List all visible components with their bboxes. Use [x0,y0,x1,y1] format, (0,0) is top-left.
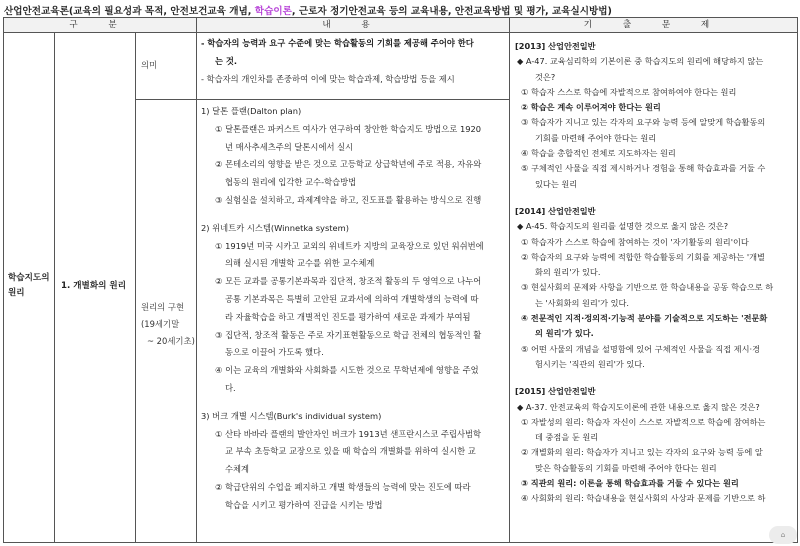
exam-option: ⑤ 구체적인 사물을 직접 제시하거나 경험을 통해 학습효과를 거둘 수 [521,163,766,174]
section-line: 수체계 [225,464,250,475]
exam-option: ③ 학습자가 지니고 있는 각자의 요구와 능력 등에 알맞게 학습활동의 [521,117,766,128]
section-line: 의해 실시된 개별학 교수를 위한 교수체계 [225,258,375,269]
section-title: 1) 달톤 플랜(Dalton plan) [201,106,302,116]
page-title [4,3,796,17]
exam-option: 있다는 원리 [535,178,578,189]
section-line: ② 모든 교과를 공통기본과목과 집단적, 창조적 활동의 두 영역으로 나누어 [215,276,482,287]
title-suffix: , 근로자 정기안전교육 등의 교육내용, 안전교육방법 및 평가, 교육실시방법) [291,6,612,17]
exam-option: ② 학습자의 요구와 능력에 적합한 학습활동의 기회를 제공하는 '개별 [521,251,765,262]
section-line: 교 부속 초등학교 교장으로 있을 때 학습의 개별화를 위하여 실시한 교 [225,446,476,457]
exam-option: ① 자발성의 원리: 학습자 자신이 스스로 자발적으로 학습에 참여하는 [521,416,766,427]
item-label: 1. 개별화의 원리 [61,281,127,291]
sub-meaning-label: 의미 [141,60,158,70]
exam-option: ② 개별화의 원리: 학습자가 지니고 있는 각자의 요구와 능력 등에 알 [521,447,763,458]
spacer [201,398,504,408]
exam-cell [510,33,798,543]
exam-option: ① 학습자가 스스로 학습에 참여하는 것이 '자기활동의 원리'이다 [521,236,749,247]
section-line: ④ 이는 교육의 개별화와 사회화를 시도한 것으로 무학년제에 영향을 주었 [215,365,479,376]
meaning-block [201,35,504,88]
exam-question: ◆ A-47. 교육심리학의 기본이론 중 학습지도의 원리에 해당하지 않는 [517,56,764,67]
area-cell [4,33,55,543]
meaning-line: - 학습자의 개인차를 존중하여 이에 맞는 학습과제, 학습방법 등을 제시 [201,73,455,84]
section-line: ③ 실험실을 설치하고, 과제계약을 하고, 진도표를 활용하는 방식으로 진행 [215,194,482,205]
section-line: 라 자율학습을 하고 개별적인 진도를 평가하여 새로운 과제가 부여됨 [225,311,471,322]
section-line: ② 학급단위의 수업을 폐지하고 개별 학생들의 능력에 맞는 진도에 따라 [215,481,471,492]
header-exam: 기 출 문 제 [510,18,798,33]
exam-option: 험시키는 '직관의 원리'가 있다. [535,358,645,369]
exam-year: [2013] 산업안전일반 [515,41,596,51]
spacer [201,210,504,220]
section-line: 다. [225,382,236,393]
row-divider [197,99,509,100]
corner-watermark: ⌂ [769,526,797,544]
exam-option: ③ 직관의 원리: 이론을 통해 학습효과를 거둘 수 있다는 원리 [521,478,739,489]
section-line: ② 몬테소리의 영향을 받은 것으로 고등학교 상급학년에 주로 적용, 자유와 [215,159,482,170]
section-line: 동으로 이끌어 가도록 했다. [225,347,324,358]
row-divider [136,99,196,100]
meaning-line: - 학습자의 능력과 요구 수준에 맞는 학습활동의 기회를 제공해 주어야 한다 [201,38,474,48]
exam-block [515,39,793,507]
exam-year: [2015] 산업안전일반 [515,386,596,397]
section-title: 2) 위네트카 시스템(Winnetka system) [201,222,349,233]
area-label: 학습지도의 원리 [8,273,50,298]
study-table [3,17,798,543]
section-line: 공통 기본과목은 특별히 고안된 교과서에 의하여 개별학생의 능력에 따 [225,293,479,304]
spacer [515,372,793,384]
title-highlight: 학습이론 [254,6,292,17]
content-cell [197,33,510,543]
exam-option: 화의 원리'가 있다. [535,267,601,278]
exam-option: ③ 현실사회의 문제와 사항을 기반으로 한 학습내용을 공동 학습으로 하 [521,282,774,293]
sub-impl-line: 원리의 구현 [141,302,185,312]
implementation-block [201,103,504,515]
exam-option: ④ 학습을 총합적인 전체로 지도하자는 원리 [521,148,676,159]
spacer [515,192,793,204]
exam-option: ⑤ 어떤 사물의 개념을 설명함에 있어 구체적인 사물을 직접 제시·경 [521,343,761,354]
section-line: ① 달톤플랜은 파커스트 여사가 연구하여 창안한 학습지도 방법으로 1920 [215,123,482,134]
sub-impl-label [141,299,195,350]
exam-option: 데 중점을 둔 원리 [535,432,599,443]
exam-year: [2014] 산업안전일반 [515,205,596,216]
exam-question: ◆ A-37. 안전교육의 학습지도이론에 관한 내용으로 옳지 않은 것은? [517,401,760,412]
sub-cell [136,33,197,543]
exam-option: 의 원리'가 있다. [535,328,594,339]
section-line: 년 매사추세츠주의 달톤시에서 실시 [225,141,354,152]
section-line: 학습을 시키고 평가하여 진급을 시키는 방법 [225,499,383,510]
exam-option: ④ 전문적인 지적·정의적·기능적 분야를 기술적으로 지도하는 '전문화 [521,313,768,324]
exam-option: 기회를 마련해 주어야 한다는 원리 [535,132,657,143]
section-line: 협동의 원리에 입각한 교수-학습방법 [225,177,357,188]
item-cell [55,33,136,543]
section-title: 3) 버크 개별 시스템(Burk's individual system) [201,410,382,421]
exam-option: ① 학습자 스스로 학습에 자발적으로 참여하여야 한다는 원리 [521,86,737,97]
title-prefix: 산업안전교육론(교육의 필요성과 목적, 안전보건교육 개념, [4,6,255,17]
exam-option: ④ 사회화의 원리: 학습내용을 현실사회의 사상과 문제를 기반으로 하 [521,493,766,504]
exam-option: 는 '사회화의 원리'가 있다. [535,297,630,308]
header-content: 내 용 [197,18,510,33]
section-line: ① 1919년 미국 시카고 교외의 위네트카 지방의 교육장으로 있던 워쉬번에 [215,240,484,251]
header-category: 구 분 [4,18,197,33]
exam-question: ◆ A-45. 학습지도의 원리를 설명한 것으로 옳지 않은 것은? [517,221,729,232]
exam-option: ② 학습은 계속 이루어져야 한다는 원리 [521,102,661,113]
meaning-line: 는 것. [215,55,238,66]
exam-option: 맞은 학습활동의 기회를 마련해 주어야 한다는 원리 [535,462,717,473]
sub-impl-line: ~ 20세기초) [147,336,195,346]
section-line: ① 산타 바바라 플랜의 발안자인 버크가 1913년 샌프란시스코 주립사범학 [215,428,482,439]
exam-question-cont: 것은? [535,71,556,82]
sub-impl-line: (19세기말 [141,319,180,329]
section-line: ③ 집단적, 창조적 활동은 주로 자기표현활동으로 학급 전체의 협동적인 활 [215,329,482,340]
